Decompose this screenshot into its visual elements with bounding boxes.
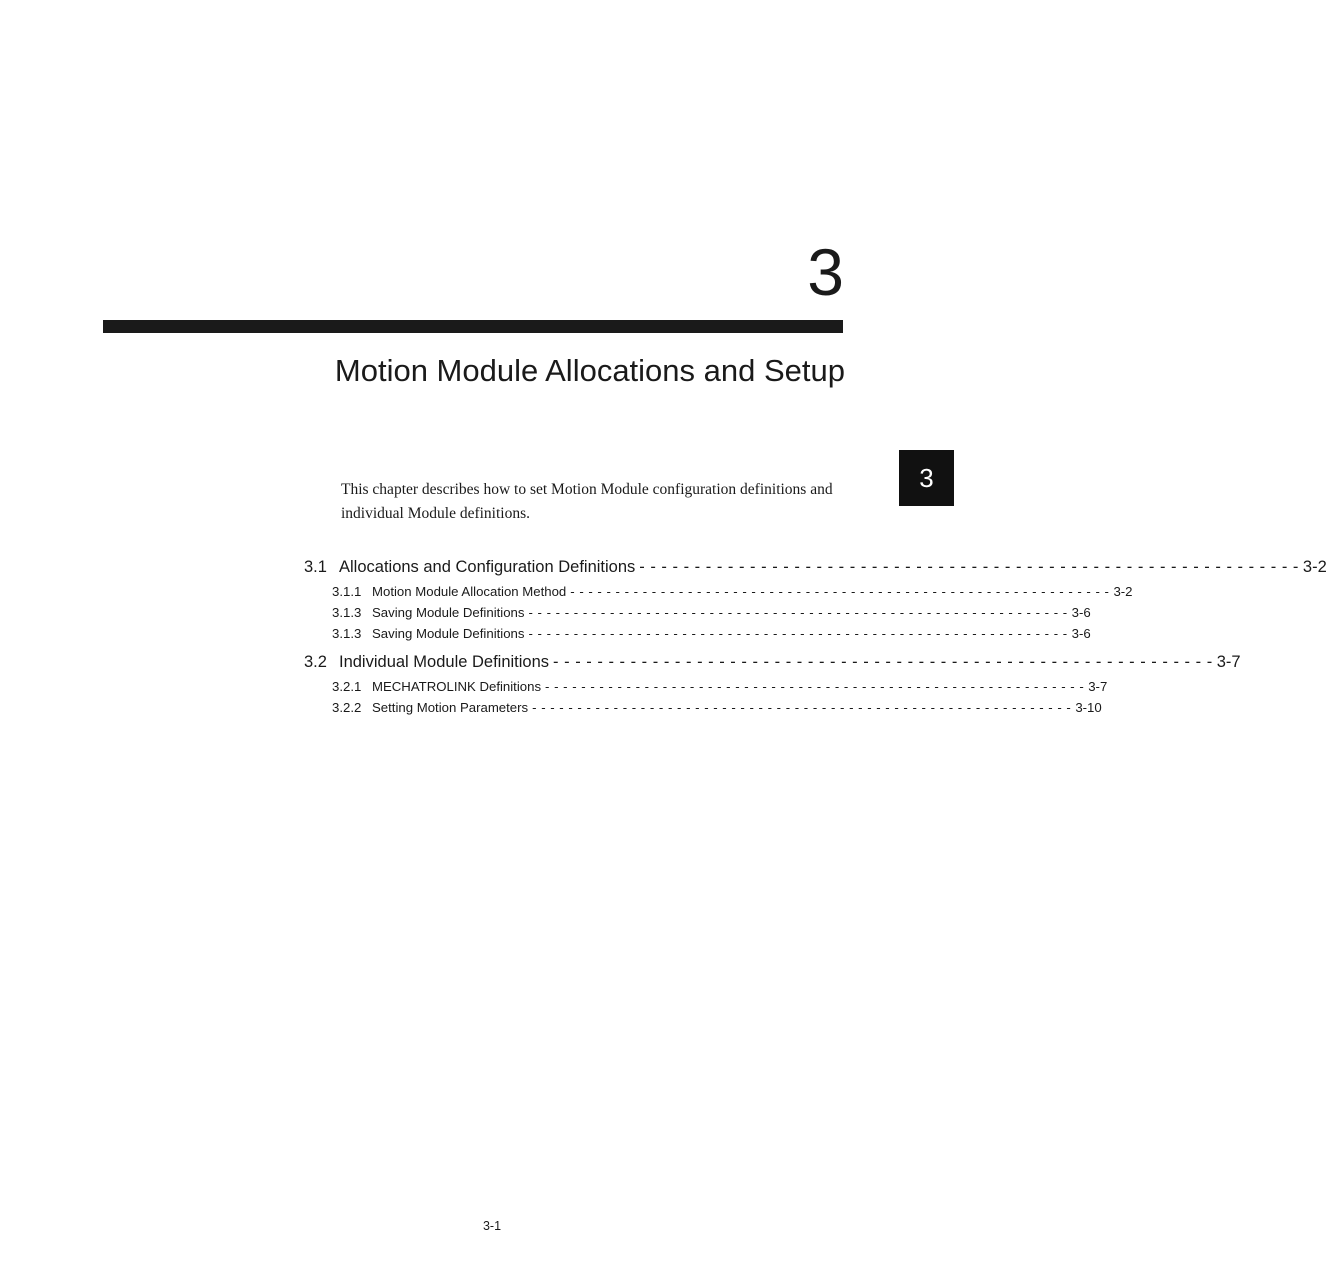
toc-dot-leader: - - - - - - - - - - - - - - - - - - - - - - - - - - - - - - - - - - - - - - - - - - - - - - - - - - - - - - - - - - - - (570, 584, 1110, 599)
toc-subsection-number: 3.1.3 (332, 605, 362, 620)
toc-section-page: 3-2 (1302, 558, 1327, 576)
toc-dot-leader: - - - - - - - - - - - - - - - - - - - - - - - - - - - - - - - - - - - - - - - - - - - - - - - - - - - - - - - - - - - - (553, 653, 1213, 671)
toc-dot-leader: - - - - - - - - - - - - - - - - - - - - - - - - - - - - - - - - - - - - - - - - - - - - - - - - - - - - - - - - - - - - (528, 605, 1068, 620)
chapter-number: 3 (807, 235, 844, 309)
chapter-intro: This chapter describes how to set Motion Module configuration definitions and individual Module definitions. (341, 481, 833, 522)
toc-subsection-page: 3-6 (1071, 605, 1091, 620)
toc-subsection-page: 3-10 (1075, 700, 1102, 715)
toc-subsection-3-1-1[interactable] (332, 581, 1133, 602)
toc-subsection-label: Setting Motion Parameters (372, 700, 529, 715)
toc-subsection-number: 3.2.1 (332, 679, 362, 694)
chapter-title: Motion Module Allocations and Setup (334, 353, 845, 388)
toc-subsection-page: 3-6 (1071, 626, 1091, 641)
toc-section-label: Individual Module Definitions (339, 653, 550, 671)
toc-dot-leader: - - - - - - - - - - - - - - - - - - - - - - - - - - - - - - - - - - - - - - - - - - - - - - - - - - - - - - - - - - - - (545, 679, 1085, 694)
toc-subsection-3-1-3a[interactable] (332, 602, 1091, 623)
toc-subsection-3-2-2[interactable] (332, 697, 1102, 718)
toc-section-page: 3-7 (1216, 653, 1241, 671)
toc-subsection-3-2-1[interactable] (332, 676, 1108, 697)
toc-dot-leader: - - - - - - - - - - - - - - - - - - - - - - - - - - - - - - - - - - - - - - - - - - - - - - - - - - - - - - - - - - - - (639, 558, 1299, 576)
toc-section-number: 3.1 (304, 558, 327, 576)
toc-section-number: 3.2 (304, 653, 327, 671)
chapter-rule (103, 320, 843, 333)
toc-subsection-page: 3-2 (1113, 584, 1133, 599)
toc-dot-leader: - - - - - - - - - - - - - - - - - - - - - - - - - - - - - - - - - - - - - - - - - - - - - - - - - - - - - - - - - - - - (532, 700, 1072, 715)
toc-dot-leader: - - - - - - - - - - - - - - - - - - - - - - - - - - - - - - - - - - - - - - - - - - - - - - - - - - - - - - - - - - - - (528, 626, 1068, 641)
toc-section-label: Allocations and Configuration Definitions (339, 558, 636, 576)
toc-subsection-number: 3.2.2 (332, 700, 362, 715)
toc-subsection-label: Motion Module Allocation Method (372, 584, 567, 599)
toc-subsection-label: Saving Module Definitions (372, 626, 525, 641)
table-of-contents (304, 556, 1327, 718)
toc-subsection-label: Saving Module Definitions (372, 605, 525, 620)
toc-subsection-3-1-3b[interactable] (332, 623, 1091, 644)
toc-section-3-2[interactable] (304, 651, 1241, 673)
chapter-side-tab[interactable]: 3 (899, 450, 954, 506)
page-number: 3-1 (482, 1219, 502, 1233)
toc-subsection-label: MECHATROLINK Definitions (372, 679, 542, 694)
toc-subsection-number: 3.1.3 (332, 626, 362, 641)
toc-subsection-number: 3.1.1 (332, 584, 362, 599)
toc-section-3-1[interactable] (304, 556, 1327, 578)
toc-subsection-page: 3-7 (1088, 679, 1108, 694)
